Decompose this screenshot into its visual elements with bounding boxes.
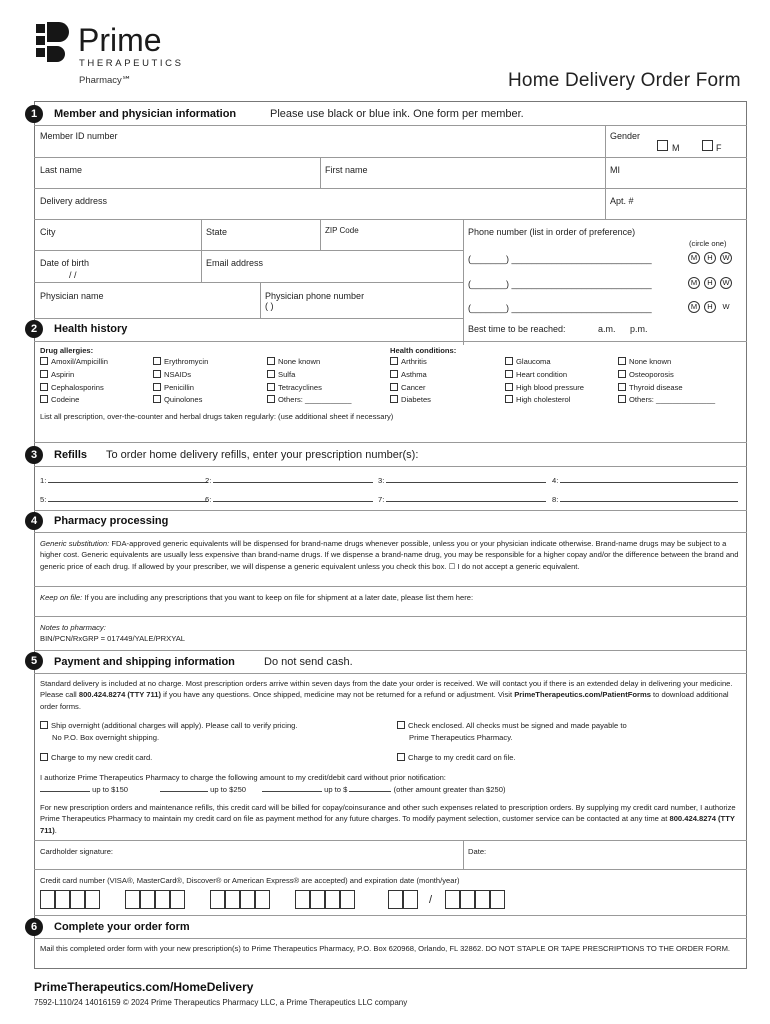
phone-label: Phone number (list in order of preference) [468,227,636,237]
condition-col-1 [390,357,431,408]
phone-3-field[interactable]: (_______) ____________________________ [468,303,652,313]
condition-item[interactable]: Osteoporosis [618,370,715,383]
condition-item[interactable]: None known [618,357,715,370]
allergy-item[interactable]: Aspirin [40,370,108,383]
condition-item[interactable]: Diabetes [390,395,431,408]
allergy-item[interactable]: Others: ___________ [267,395,351,408]
authorize-text: I authorize Prime Therapeutics Pharmacy to charge the following amount to my credit/debit card without prior notification: [40,773,446,782]
phone-1-home[interactable]: H [704,252,716,264]
credit-card-label: Credit card number (VISA®, MasterCard®, Discover® or American Express® are accepted) and expiration date (month/year) [40,876,460,885]
gender-f-checkbox[interactable] [702,140,713,151]
brand-pharmacy: Pharmacy℠ [79,75,132,86]
allergy-item[interactable]: Quinolones [153,395,208,408]
condition-item[interactable]: High blood pressure [505,383,584,396]
condition-item[interactable]: High cholesterol [505,395,584,408]
refill-number-field[interactable]: 5: [40,494,208,504]
medications-note: List all prescription, over-the-counter and herbal drugs taken regularly: (use additional sheet if necessary) [40,412,394,421]
brand-subtitle: THERAPEUTICS [79,58,184,69]
phone-3-type [684,301,732,314]
standard-delivery-text: Standard delivery is included at no charge. Most prescription orders arrive within seven days from the date your order is received. We will contact you if there is an extended delay in delivering your medicine. Please call 800.424.8274 (TTY 711) if you have any questions. Once shipped, medicine may not be returned for a refund or adjustment. Visit PrimeTherapeutics.com/PatientForms to download additional order forms. [40,679,733,711]
phone-2-work[interactable]: W [720,277,732,289]
allergy-col-1 [40,357,108,408]
phone-1-work[interactable]: W [720,252,732,264]
section-2-badge: 2 [25,320,43,338]
phone-3-mobile[interactable]: M [688,301,700,313]
condition-item[interactable]: Arthritis [390,357,431,370]
mi-label: MI [610,165,620,175]
physician-name-label: Physician name [40,291,104,301]
gender-m-label: M [672,143,680,153]
phone-3-home[interactable]: H [704,301,716,313]
best-time-pm[interactable]: p.m. [630,324,648,334]
condition-item[interactable]: Others: ______________ [618,395,715,408]
card-on-file-option[interactable]: Charge to my credit card on file. [397,753,516,762]
best-time-label: Best time to be reached: [468,324,566,334]
credit-card-terms: For new prescription orders and maintenance refills, this credit card will be billed for copay/coinsurance and other such expenses related to prescription orders. By supplying my credit card number, I authorize Prime Therapeutics Pharmacy to maintain my credit card on file as payment method for any future charges. To modify payment selection, customer service can be contacted at any time at 800.424.8274 (TTY 711). [40,803,736,835]
bin-pcn-rxgrp: BIN/PCN/RxGRP = 017449/YALE/PRXYAL [40,634,185,643]
section-1-title: Member and physician information [54,108,237,120]
section-5-note: Do not send cash. [264,656,353,668]
ship-overnight-option[interactable]: Ship overnight (additional charges will apply). Please call to verify pricing. [40,721,298,730]
phone-1-field[interactable]: (_______) ____________________________ [468,254,652,264]
phone-3-work[interactable]: W [722,302,730,311]
phone-2-mobile[interactable]: M [688,277,700,289]
prime-logo-icon [36,22,74,66]
section-1-badge: 1 [25,105,43,123]
refill-number-field[interactable]: 2: [205,475,373,485]
footer-url[interactable]: PrimeTherapeutics.com/HomeDelivery [34,980,254,994]
phone-2-home[interactable]: H [704,277,716,289]
amount-250-field[interactable]: up to $250 [160,784,246,794]
state-label: State [206,227,228,237]
form-title: Home Delivery Order Form [508,70,741,91]
gender-f-label: F [716,143,722,153]
allergy-item[interactable]: Sulfa [267,370,351,383]
section-3-note: To order home delivery refills, enter your prescription number(s): [106,449,419,461]
phone-1-mobile[interactable]: M [688,252,700,264]
allergy-item[interactable]: Erythromycin [153,357,208,370]
condition-col-3 [618,357,715,408]
allergy-col-3 [267,357,351,408]
amount-other-field[interactable]: up to $ (other amount greater than $250) [262,784,505,794]
physician-phone-parens: ( ) [265,301,274,311]
generic-substitution-text: Generic substitution: FDA-approved generic equivalents will be dispensed for brand-name drugs whenever possible, unless you or your physician indicate otherwise. Brand-name drugs may be subject to a higher cost. Generic equivalents are usually less expensive than brand-name drugs. If we dispense a brand-name drug, you may be responsible for a higher copay and/or the difference between the brand and generic price of each drug. If allowed by your prescriber, we will dispense a generic equivalent unless you check this box. ☐ I do not accept a generic equivalent. [40,539,739,571]
refill-number-field[interactable]: 7: [378,494,546,504]
condition-item[interactable]: Cancer [390,383,431,396]
condition-item[interactable]: Glaucoma [505,357,584,370]
check-enclosed-option[interactable]: Check enclosed. All checks must be signed and made payable to [397,721,627,730]
brand-name: Prime [78,22,162,58]
condition-item[interactable]: Thyroid disease [618,383,715,396]
footer-legal: 7592-L110/24 14016159 © 2024 Prime Therapeutics Pharmacy LLC, a Prime Therapeutics LLC company [34,998,408,1007]
refill-number-field[interactable]: 4: [552,475,738,485]
new-card-option[interactable]: Charge to my new credit card. [40,753,152,762]
zip-label: ZIP Code [325,226,359,235]
section-3-badge: 3 [25,446,43,464]
allergy-item[interactable]: Amoxil/Ampicillin [40,357,108,370]
check-enclosed-note: Prime Therapeutics Pharmacy. [409,733,513,742]
expiration-slash: / [429,894,433,906]
delivery-address-label: Delivery address [40,196,108,206]
section-4-title: Pharmacy processing [54,515,169,527]
form-frame [34,101,747,969]
allergy-item[interactable]: Penicillin [153,383,208,396]
section-3-title: Refills [54,449,88,461]
allergy-item[interactable]: Cephalosporins [40,383,108,396]
circle-one-note: (circle one) [689,239,727,248]
cardholder-signature-label: Cardholder signature: [40,847,114,856]
condition-item[interactable]: Asthma [390,370,431,383]
allergy-item[interactable]: Tetracyclines [267,383,351,396]
credit-card-number-boxes[interactable] [40,890,520,911]
section-6-badge: 6 [25,918,43,936]
drug-allergies-heading: Drug allergies: [40,346,94,355]
keep-on-file-text: Keep on file: If you are including any prescriptions that you want to keep on file for shipment at a later date, please list them here: [40,593,474,602]
mail-instructions: Mail this completed order form with your new prescription(s) to Prime Therapeutics Pharmacy, P.O. Box 620968, Orlando, FL 32862. DO NOT STAPLE OR TAPE PRESCRIPTIONS TO THE ORDER FORM. [40,944,731,953]
allergy-col-2 [153,357,208,408]
refill-number-field[interactable]: 3: [378,475,546,485]
city-label: City [40,227,56,237]
section-2-title: Health history [54,323,128,335]
gender-m-checkbox[interactable] [657,140,668,151]
physician-phone-label: Physician phone number [265,291,365,301]
allergy-item[interactable]: NSAIDs [153,370,208,383]
phone-2-type [684,277,732,289]
notes-to-pharmacy-label: Notes to pharmacy: [40,623,106,632]
refill-number-field[interactable]: 8: [552,494,738,504]
section-5-title: Payment and shipping information [54,656,235,668]
ship-overnight-note: No P.O. Box overnight shipping. [52,733,160,742]
last-name-label: Last name [40,165,83,175]
best-time-am[interactable]: a.m. [598,324,616,334]
allergy-item[interactable]: Codeine [40,395,108,408]
phone-2-field[interactable]: (_______) ____________________________ [468,279,652,289]
refill-number-field[interactable]: 6: [205,494,373,504]
section-4-badge: 4 [25,512,43,530]
date-label: Date: [468,847,487,856]
section-6-title: Complete your order form [54,921,190,933]
dob-slashes: / / [69,270,77,280]
health-conditions-heading: Health conditions: [390,346,457,355]
first-name-label: First name [325,165,368,175]
phone-1-type [684,252,732,264]
email-label: Email address [206,258,264,268]
section-1-note: Please use black or blue ink. One form per member. [270,108,524,120]
condition-col-2 [505,357,584,408]
refill-number-field[interactable]: 1: [40,475,208,485]
condition-item[interactable]: Heart condition [505,370,584,383]
apt-label: Apt. # [610,196,634,206]
amount-150-field[interactable]: up to $150 [40,784,128,794]
gender-label: Gender [610,131,641,141]
allergy-item[interactable]: None known [267,357,351,370]
member-id-label: Member ID number [40,131,118,141]
section-5-badge: 5 [25,652,43,670]
dob-label: Date of birth [40,258,90,268]
